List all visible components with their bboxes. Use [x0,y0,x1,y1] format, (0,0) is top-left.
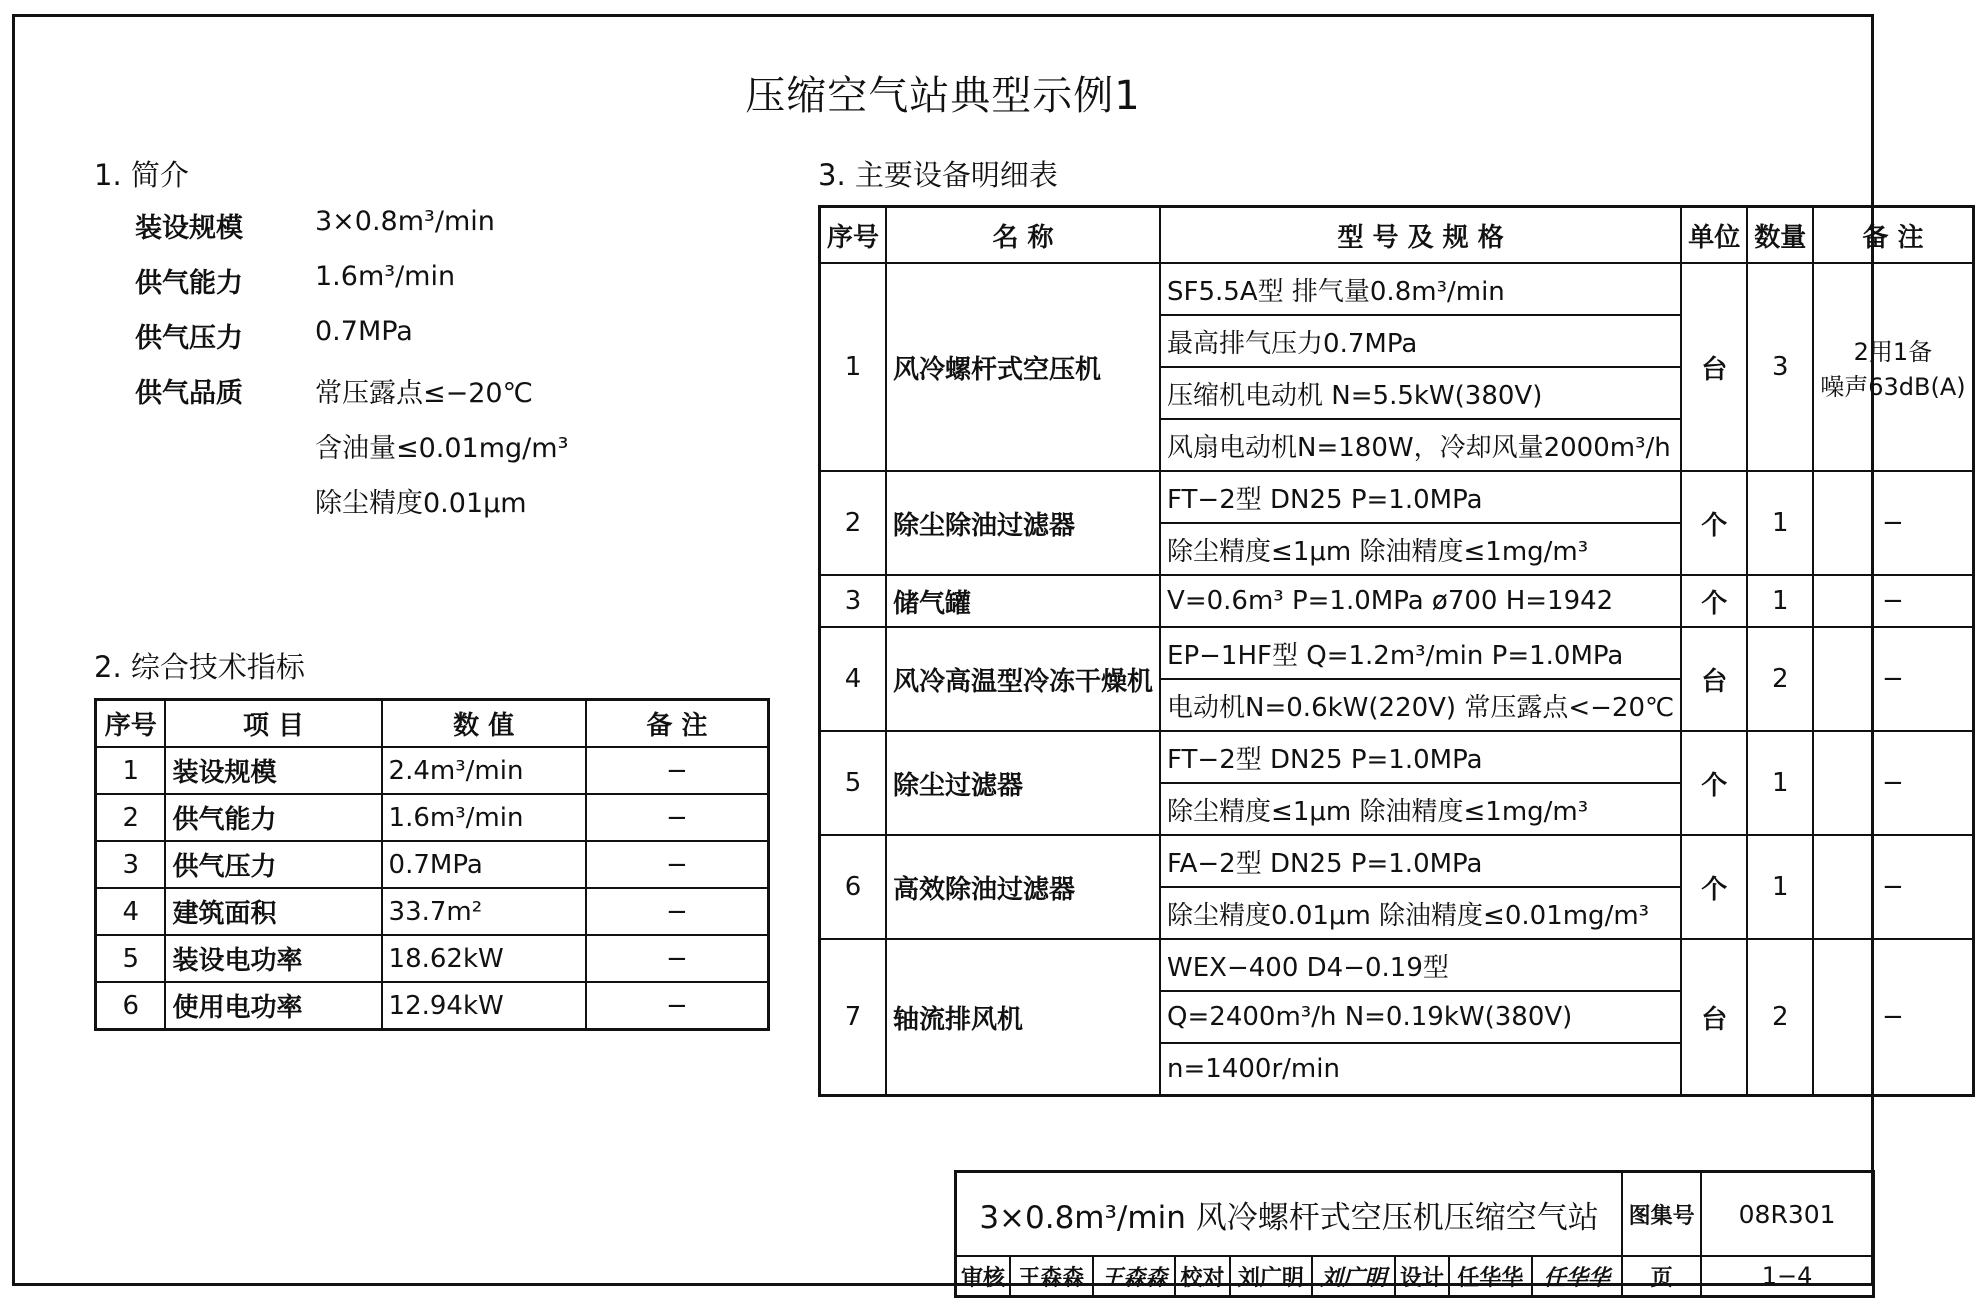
item-value: 2.4m³/min [382,747,586,794]
equipment-spec: SF5.5A型 排气量0.8m³/min [1160,263,1681,315]
equipment-number: 5 [820,731,887,835]
row-number: 1 [96,747,166,794]
indicators-row [96,935,769,982]
equipment-spec: 最高排气压力0.7MPa [1160,315,1681,367]
equipment-quantity: 1 [1747,731,1813,835]
equipment-spec: V=0.6m³ P=1.0MPa ø700 H=1942 [1160,575,1681,627]
intro-item [135,426,635,462]
equipment-unit: 个 [1681,575,1747,627]
checker-signature: 刘广明 [1312,1256,1395,1297]
designer-name: 任华华 [1449,1256,1532,1297]
equipment-number: 1 [820,263,887,471]
item-value: 18.62kW [382,935,586,982]
reviewer-name: 王森森 [1010,1256,1093,1297]
equipment-note-line: 2用1备 [1853,338,1933,366]
equipment-spec: FT−2型 DN25 P=1.0MPa [1160,731,1681,783]
page-label: 页 [1622,1256,1701,1297]
item-value: 33.7m² [382,888,586,935]
checker-name: 刘广明 [1230,1256,1313,1297]
equipment-spec: n=1400r/min [1160,1043,1681,1096]
intro-item [135,481,635,517]
item-name: 装设电功率 [165,935,381,982]
intro-item-value: 除尘精度0.01μm [315,488,527,519]
equipment-spec: FT−2型 DN25 P=1.0MPa [1160,471,1681,523]
equipment-quantity: 1 [1747,471,1813,575]
item-note: − [586,888,769,935]
row-number: 6 [96,982,166,1030]
indicators-header-row [96,700,769,748]
atlas-number: 08R301 [1701,1172,1873,1257]
item-note: − [586,747,769,794]
item-name: 供气压力 [165,841,381,888]
item-note: − [586,841,769,888]
indicators-header-cell: 备 注 [586,700,769,748]
title-block [954,1170,1875,1298]
equipment-name: 风冷高温型冷冻干燥机 [886,627,1160,731]
equipment-note-line: 噪声63dB(A) [1820,373,1966,401]
item-value: 12.94kW [382,982,586,1030]
row-number: 2 [96,794,166,841]
review-label: 审核 [956,1256,1011,1297]
equipment-spec: 除尘精度0.01μm 除油精度≤0.01mg/m³ [1160,887,1681,939]
equipment-unit: 台 [1681,627,1747,731]
item-value: 0.7MPa [382,841,586,888]
equipment-unit: 个 [1681,731,1747,835]
equipment-name: 高效除油过滤器 [886,835,1160,939]
equipment-spec: 压缩机电动机 N=5.5kW(380V) [1160,367,1681,419]
item-note: − [586,935,769,982]
equipment-number: 3 [820,575,887,627]
equipment-unit: 个 [1681,835,1747,939]
equipment-row [820,731,1974,783]
item-name: 建筑面积 [165,888,381,935]
intro-item-value: 3×0.8m³/min [315,206,495,237]
equipment-name: 风冷螺杆式空压机 [886,263,1160,471]
equipment-quantity: 2 [1747,627,1813,731]
equipment-spec: WEX−400 D4−0.19型 [1160,939,1681,991]
intro-item [135,371,635,407]
indicators-row [96,982,769,1030]
item-value: 1.6m³/min [382,794,586,841]
equipment-row [820,471,1974,523]
equipment-name: 轴流排风机 [886,939,1160,1096]
equipment-header-cell: 备 注 [1813,207,1973,264]
equipment-name: 除尘除油过滤器 [886,471,1160,575]
intro-item-key: 供气能力 [135,268,243,299]
equipment-header-cell: 序号 [820,207,887,264]
drawing-title: 3×0.8m³/min 风冷螺杆式空压机压缩空气站 [956,1172,1623,1257]
equipment-quantity: 3 [1747,263,1813,471]
intro-item [135,316,635,352]
intro-item-key: 供气压力 [135,323,243,354]
atlas-label: 图集号 [1622,1172,1701,1257]
equipment-note [1813,939,1973,1096]
row-number: 5 [96,935,166,982]
equipment-note [1813,263,1973,471]
intro-item-value: 1.6m³/min [315,261,456,292]
equipment-note [1813,471,1973,575]
equipment-quantity: 1 [1747,575,1813,627]
intro-heading: 1. 简介 [94,158,189,192]
equipment-note [1813,835,1973,939]
page-number: 1−4 [1701,1256,1873,1297]
equipment-spec: Q=2400m³/h N=0.19kW(380V) [1160,991,1681,1043]
equipment-note-line: − [1882,664,1904,694]
equipment-unit: 台 [1681,939,1747,1096]
equipment-spec: EP−1HF型 Q=1.2m³/min P=1.0MPa [1160,627,1681,679]
reviewer-signature: 王森森 [1093,1256,1176,1297]
indicators-heading: 2. 综合技术指标 [94,650,305,684]
indicators-header-cell: 序号 [96,700,166,748]
equipment-note [1813,731,1973,835]
equipment-number: 6 [820,835,887,939]
indicators-row [96,794,769,841]
item-note: − [586,982,769,1030]
equipment-spec: 电动机N=0.6kW(220V) 常压露点<−20℃ [1160,679,1681,731]
equipment-name: 除尘过滤器 [886,731,1160,835]
equipment-header-cell: 型 号 及 规 格 [1160,207,1681,264]
intro-item-value: 常压露点≤−20℃ [315,378,533,409]
row-number: 4 [96,888,166,935]
intro-item-key: 供气品质 [135,378,243,409]
equipment-name: 储气罐 [886,575,1160,627]
item-name: 使用电功率 [165,982,381,1030]
equipment-spec: 风扇电动机N=180W，冷却风量2000m³/h [1160,419,1681,471]
equipment-header-cell: 数量 [1747,207,1813,264]
equipment-row [820,627,1974,679]
equipment-note-line: − [1882,872,1904,902]
indicators-table [94,698,770,1031]
equipment-number: 7 [820,939,887,1096]
equipment-number: 4 [820,627,887,731]
item-name: 供气能力 [165,794,381,841]
equipment-note [1813,575,1973,627]
equipment-spec: 除尘精度≤1μm 除油精度≤1mg/m³ [1160,783,1681,835]
equipment-unit: 个 [1681,471,1747,575]
equipment-note [1813,627,1973,731]
intro-item-value: 含油量≤0.01mg/m³ [315,433,569,464]
equipment-note-line: − [1882,586,1904,616]
intro-item [135,206,635,242]
equipment-note-line: − [1882,1002,1904,1032]
equipment-row [820,939,1974,991]
equipment-unit: 台 [1681,263,1747,471]
equipment-header-cell: 单位 [1681,207,1747,264]
design-label: 设计 [1395,1256,1449,1297]
equipment-note-line: − [1882,508,1904,538]
equipment-header-cell: 名 称 [886,207,1160,264]
equipment-spec: 除尘精度≤1μm 除油精度≤1mg/m³ [1160,523,1681,575]
equipment-row [820,835,1974,887]
indicators-row [96,841,769,888]
intro-item [135,261,635,297]
equipment-spec: FA−2型 DN25 P=1.0MPa [1160,835,1681,887]
equipment-note-line: − [1882,768,1904,798]
indicators-header-cell: 数 值 [382,700,586,748]
equipment-quantity: 1 [1747,835,1813,939]
equipment-heading: 3. 主要设备明细表 [818,158,1058,192]
equipment-table [818,205,1975,1097]
indicators-row [96,747,769,794]
check-label: 校对 [1175,1256,1229,1297]
equipment-number: 2 [820,471,887,575]
equipment-header-row [820,207,1974,264]
intro-item-key: 装设规模 [135,213,243,244]
intro-item-value: 0.7MPa [315,316,413,347]
page-title: 压缩空气站典型示例1 [745,73,1141,119]
equipment-quantity: 2 [1747,939,1813,1096]
indicators-row [96,888,769,935]
equipment-row [820,575,1974,627]
item-note: − [586,794,769,841]
item-name: 装设规模 [165,747,381,794]
indicators-header-cell: 项 目 [165,700,381,748]
equipment-row [820,263,1974,315]
row-number: 3 [96,841,166,888]
designer-signature: 任华华 [1532,1256,1622,1297]
